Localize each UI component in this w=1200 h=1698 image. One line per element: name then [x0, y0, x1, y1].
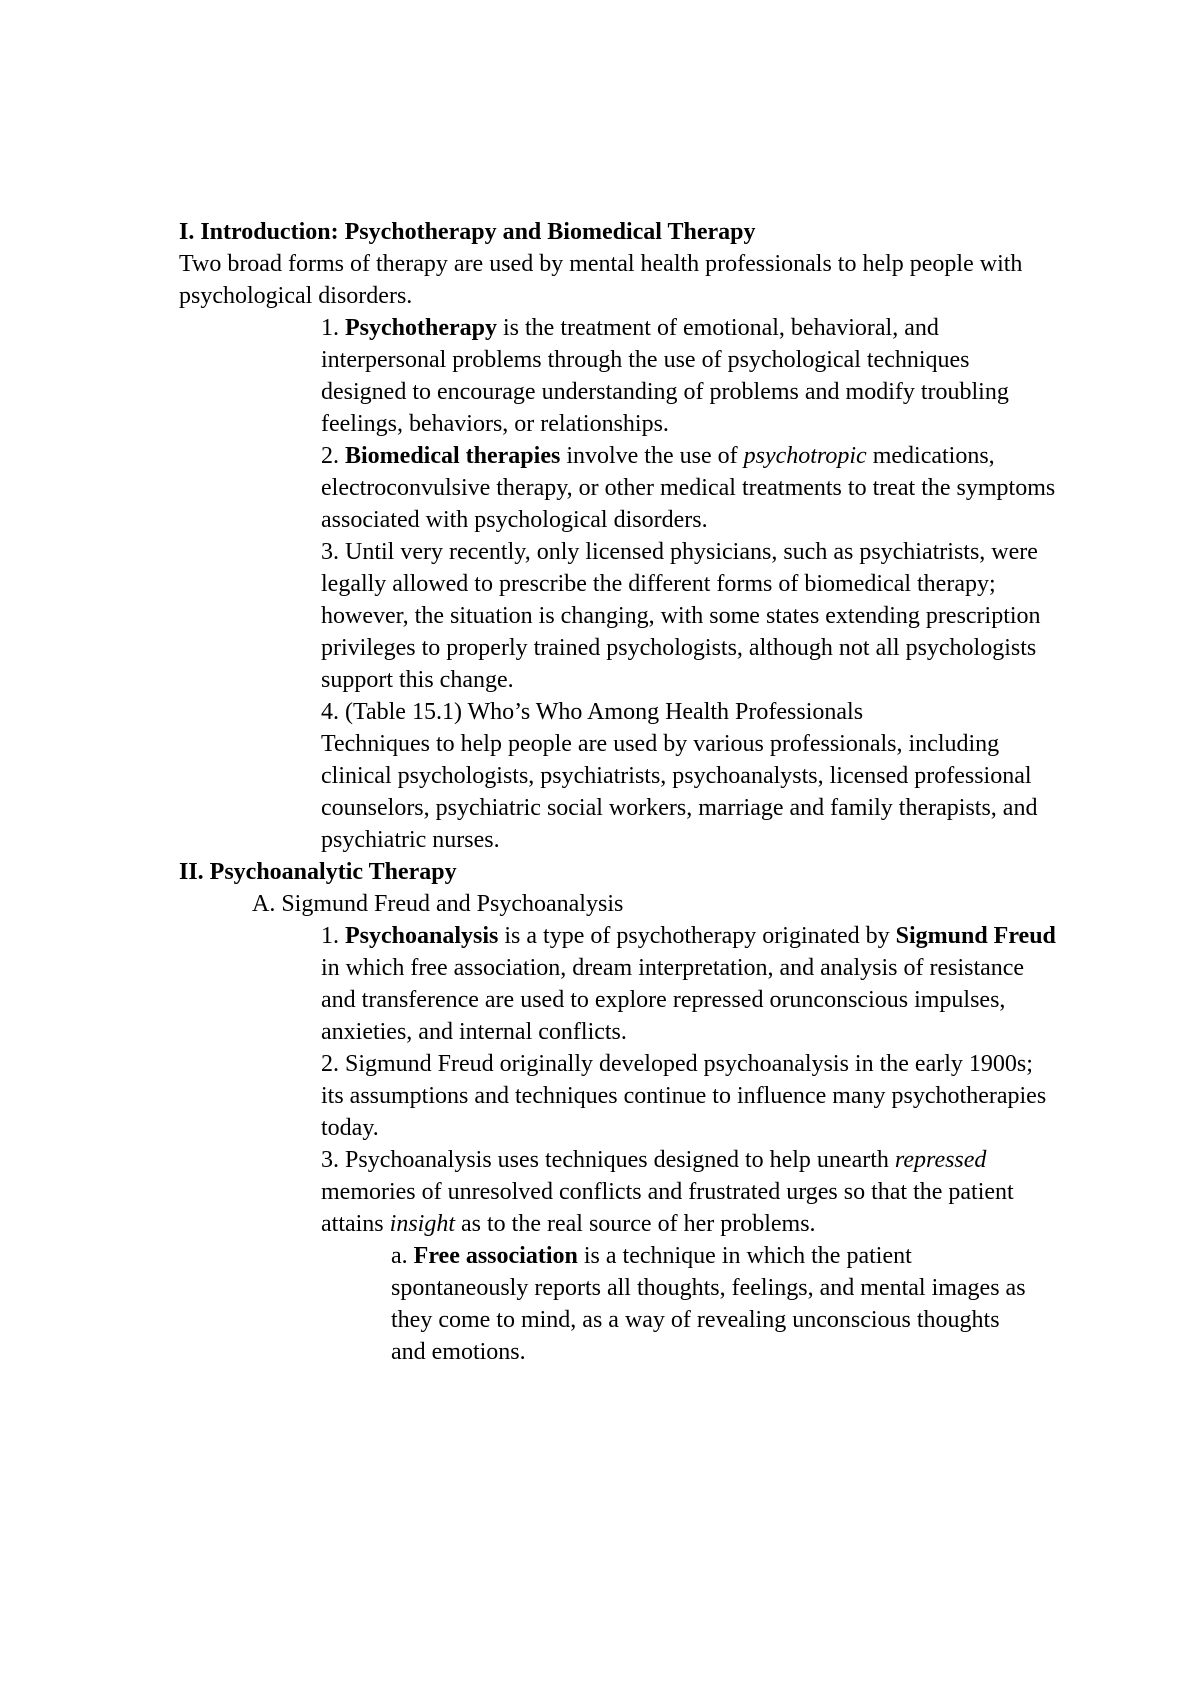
section-2-item-a	[391, 1240, 1031, 1368]
section-2-item-1	[321, 920, 1056, 1048]
section-2-item-3	[321, 1144, 1056, 1240]
document-body	[179, 216, 1059, 1368]
italic-psychotropic: psychotropic	[743, 443, 867, 469]
item-text: medications, electroconvulsive therapy, or other medical treatments to treat the symptoms associated with psychological disorders.	[321, 443, 1056, 533]
section-1-item-1	[321, 312, 1056, 440]
item-text: is a technique in which the patient spontaneously reports all thoughts, feelings, and mental images as they come to mind, as a way of revealing unconscious thoughts and emotions.	[391, 1243, 1026, 1365]
italic-repressed: repressed	[894, 1147, 987, 1173]
italic-insight: insight	[389, 1211, 455, 1237]
term-free-association: Free association	[413, 1243, 578, 1269]
item-number: a.	[391, 1243, 414, 1269]
term-psychoanalysis: Psychoanalysis	[345, 923, 499, 949]
section-1-item-3: 3. Until very recently, only licensed physicians, such as psychiatrists, were legally allowed to prescribe the different forms of biomedical therapy; however, the situation is changing, with some states extending prescription privileges to properly trained psychologists, although not all psychologists support this change.	[321, 539, 1041, 693]
item-text: in which free association, dream interpretation, and analysis of resistance and transference are used to explore repressed orunconscious impulses, anxieties, and internal conflicts.	[321, 955, 1025, 1045]
item-text: is a type of psychotherapy originated by	[498, 923, 896, 949]
item-text: memories of unresolved conflicts and frustrated urges so that the patient attains	[321, 1179, 1014, 1237]
item-number: 2.	[321, 443, 345, 469]
term-biomedical-therapies: Biomedical therapies	[345, 443, 561, 469]
item-text: is the treatment of emotional, behavioral, and interpersonal problems through the use of psychological techniques designed to encourage understanding of problems and modify troubling feelings, behaviors, or relationships.	[321, 315, 1009, 437]
term-psychotherapy: Psychotherapy	[345, 315, 497, 341]
section-2-heading: II. Psychoanalytic Therapy	[179, 859, 457, 885]
section-1-item-4-text: Techniques to help people are used by various professionals, including clinical psychologists, psychiatrists, psychoanalysts, licensed professional counselors, psychiatric social workers, marriage and family therapists, and psychiatric nurses.	[321, 731, 1038, 853]
item-number: 1.	[321, 923, 345, 949]
item-text: 3. Psychoanalysis uses techniques designed to help unearth	[321, 1147, 895, 1173]
section-1-item-4-title: 4. (Table 15.1) Who’s Who Among Health Professionals	[321, 699, 864, 725]
term-sigmund-freud: Sigmund Freud	[895, 923, 1056, 949]
section-1-intro: Two broad forms of therapy are used by mental health professionals to help people with psychological disorders.	[179, 251, 1023, 309]
item-number: 1.	[321, 315, 345, 341]
section-1-heading: I. Introduction: Psychotherapy and Biomedical Therapy	[179, 219, 756, 245]
item-text: involve the use of	[560, 443, 744, 469]
item-text: as to the real source of her problems.	[455, 1211, 816, 1237]
section-1-item-2	[321, 440, 1056, 536]
section-2-subheading: A. Sigmund Freud and Psychoanalysis	[252, 891, 624, 917]
section-2-item-2: 2. Sigmund Freud originally developed psychoanalysis in the early 1900s; its assumptions and techniques continue to influence many psychotherapies today.	[321, 1051, 1047, 1141]
